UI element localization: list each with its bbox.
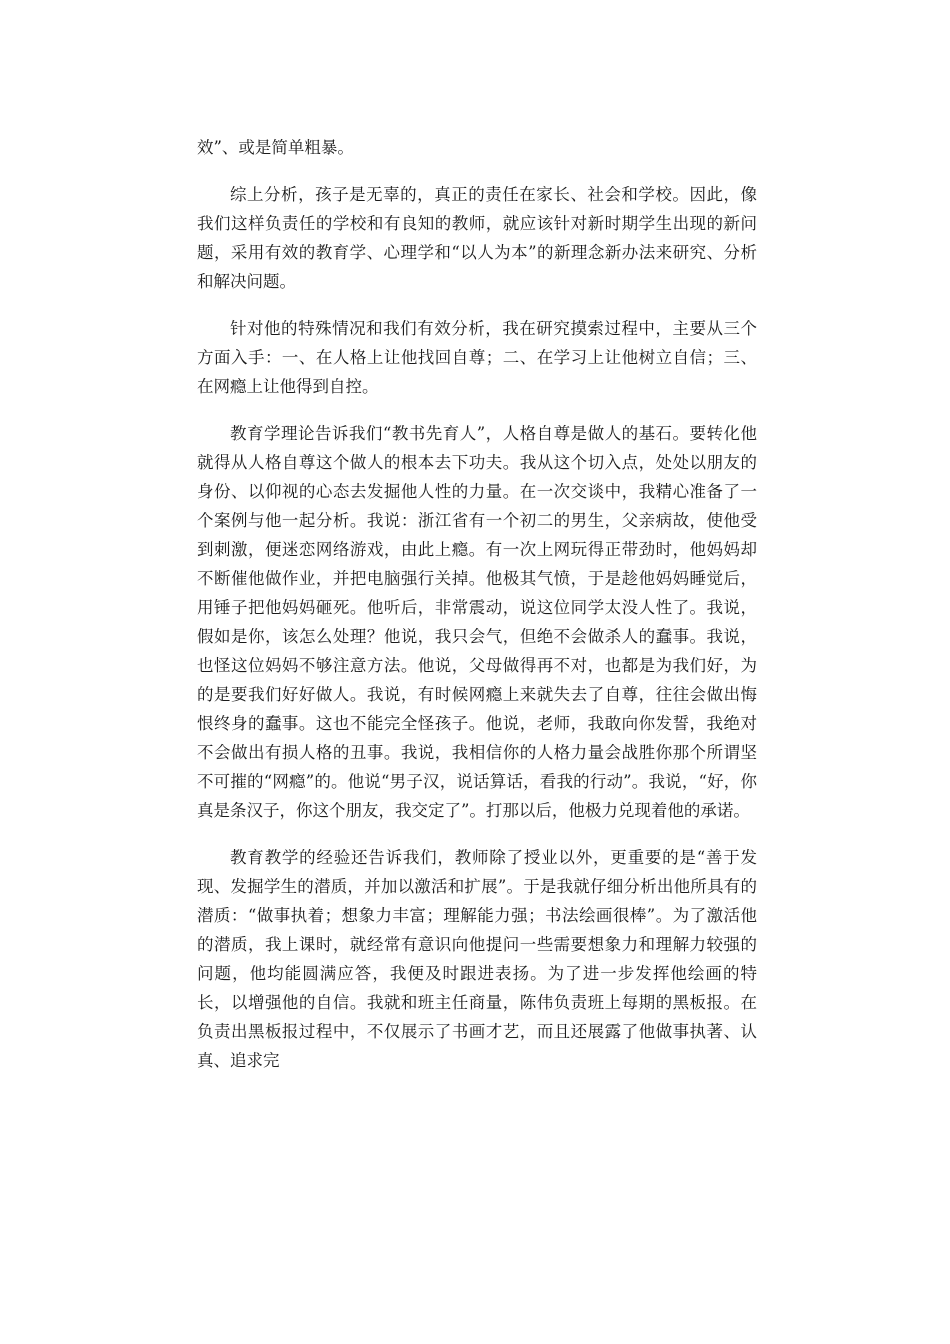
paragraph-self-respect: 教育学理论告诉我们“教书先育人”，人格自尊是做人的基石。要转化他就得从人格自尊这个做人的根本去下功夫。我从这个切入点，处处以朋友的身份、以仰视的心态去发掘他人性的力量。在一次交谈中，我精心准备了一个案例与他一起分析。我说：浙江省有一个初二的男生，父亲病故，使他受到刺激，便迷恋网络游戏，由此上瘾。有一次上网玩得正带劲时，他妈妈却不断催他做作业，并把电脑强行关掉。他极其气愤，于是趁他妈妈睡觉后，用锤子把他妈妈砸死。他听后，非常震动，说这位同学太没人性了。我说，假如是你，该怎么处理？他说，我只会气，但绝不会做杀人的蠢事。我说，也怪这位妈妈不够注意方法。他说，父母做得再不对，也都是为我们好，为的是要我们好好做人。我说，有时候网瘾上来就失去了自尊，往往会做出悔恨终身的蠢事。这也不能完全怪孩子。他说，老师，我敢向你发誓，我绝对不会做出有损人格的丑事。我说，我相信你的人格力量会战胜你那个所谓坚不可摧的“网瘾”的。他说“男子汉，说话算话，看我的行动”。我说，“好，你真是条汉子，你这个朋友，我交定了”。打那以后，他极力兑现着他的承诺。 bbox=[197, 424, 757, 820]
paragraph-summary: 综上分析，孩子是无辜的，真正的责任在家长、社会和学校。因此，像我们这样负责任的学校和有良知的教师，就应该针对新时期学生出现的新问题，采用有效的教育学、心理学和“以人为本”的新理念新办法来研究、分析和解决问题。 bbox=[197, 185, 757, 291]
paragraph-continuation: 效”、或是简单粗暴。 bbox=[197, 138, 354, 157]
paragraph-approach: 针对他的特殊情况和我们有效分析，我在研究摸索过程中，主要从三个方面入手：一、在人格上让他找回自尊；二、在学习上让他树立自信；三、在网瘾上让他得到自控。 bbox=[197, 319, 757, 396]
paragraph-confidence: 教育教学的经验还告诉我们，教师除了授业以外，更重要的是“善于发现、发掘学生的潜质，并加以激活和扩展”。于是我就仔细分析出他所具有的潜质：“做事执着；想象力丰富；理解能力强；书法绘画很棒”。为了激活他的潜质，我上课时，就经常有意识向他提问一些需要想象力和理解力较强的问题，他均能圆满应答，我便及时跟进表扬。为了进一步发挥他绘画的特长，以增强他的自信。我就和班主任商量，陈伟负责班上每期的黑板报。在负责出黑板报过程中，不仅展示了书画才艺，而且还展露了他做事执著、认真、追求完 bbox=[197, 848, 757, 1070]
document-body bbox=[197, 133, 757, 1093]
